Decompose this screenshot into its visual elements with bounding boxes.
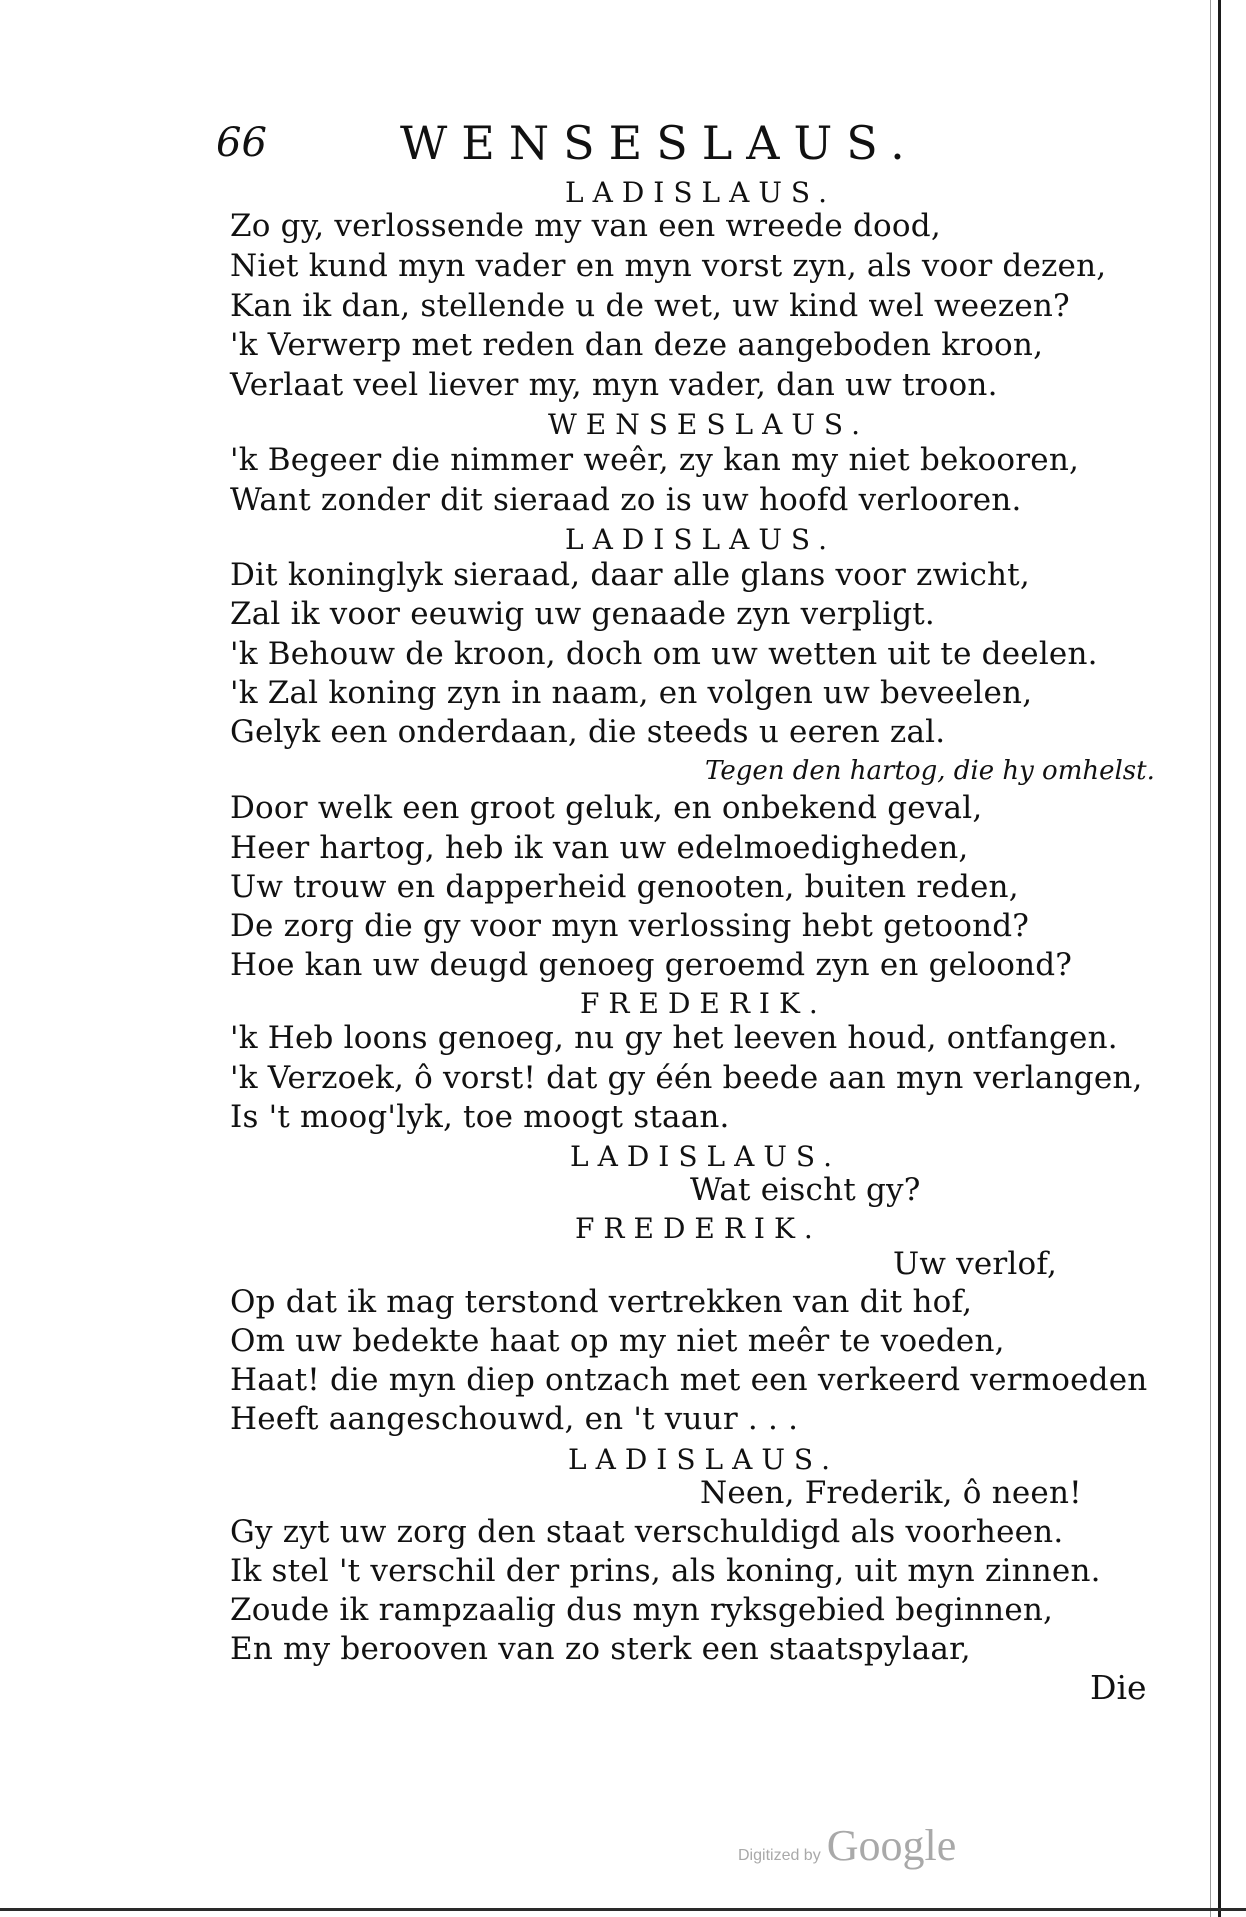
stage-direction: Tegen den hartog, die hy omhelst.	[705, 756, 1155, 786]
verse-line: 'k Verwerp met reden dan deze aangeboden kroon,	[230, 327, 1044, 363]
verse-line: Want zonder dit sieraad zo is uw hoofd verlooren.	[230, 482, 1022, 518]
page-edge-shadow	[1210, 0, 1211, 1917]
verse-line: Zoude ik rampzaalig dus myn ryksgebied beginnen,	[230, 1592, 1054, 1628]
verse-line: Hoe kan uw deugd genoeg geroemd zyn en geloond?	[230, 947, 1073, 983]
verse-line: Op dat ik mag terstond vertrekken van dit hof,	[230, 1284, 973, 1320]
verse-line: Ik stel 't verschil der prins, als koning, uit myn zinnen.	[230, 1553, 1101, 1589]
verse-line: 'k Begeer die nimmer weêr, zy kan my niet bekooren,	[230, 442, 1080, 478]
verse-line: Heeft aangeschouwd, en 't vuur . . .	[230, 1401, 799, 1437]
verse-line: Haat! die myn diep ontzach met een verkeerd vermoeden	[230, 1362, 1148, 1398]
verse-line: Wat eischt gy?	[690, 1172, 921, 1208]
verse-line: Zo gy, verlossende my van een wreede dood,	[230, 208, 941, 244]
verse-line: Verlaat veel liever my, myn vader, dan uw troon.	[230, 367, 998, 403]
verse-line: 'k Verzoek, ô vorst! dat gy één beede aan myn verlangen,	[230, 1060, 1143, 1096]
verse-line: Kan ik dan, stellende u de wet, uw kind wel weezen?	[230, 288, 1070, 324]
verse-line: Is 't moog'lyk, toe moogt staan.	[230, 1099, 730, 1135]
google-logo: Google	[826, 1821, 957, 1870]
verse-line: Niet kund myn vader en myn vorst zyn, als voor dezen,	[230, 248, 1107, 284]
verse-line: De zorg die gy voor myn verlossing hebt getoond?	[230, 908, 1030, 944]
speaker-name: LADISLAUS.	[565, 523, 837, 556]
verse-line: En my berooven van zo sterk een staatspylaar,	[230, 1631, 971, 1667]
bottom-edge-line	[0, 1908, 1246, 1911]
verse-line: Gy zyt uw zorg den staat verschuldigd als voorheen.	[230, 1514, 1064, 1550]
verse-line: 'k Behouw de kroon, doch om uw wetten uit te deelen.	[230, 636, 1098, 672]
speaker-name: FREDERIK.	[580, 987, 827, 1020]
verse-line: 'k Heb loons genoeg, nu gy het leeven houd, ontfangen.	[230, 1020, 1118, 1056]
catchword: Die	[1090, 1668, 1147, 1707]
verse-line: Heer hartog, heb ik van uw edelmoedigheden,	[230, 830, 969, 866]
verse-line: Uw verlof,	[893, 1246, 1057, 1282]
digitized-watermark	[738, 1820, 956, 1871]
speaker-name: WENSESLAUS.	[548, 408, 870, 441]
verse-line: Neen, Frederik, ô neen!	[700, 1475, 1082, 1511]
verse-line: Om uw bedekte haat op my niet meêr te voeden,	[230, 1323, 1005, 1359]
verse-line: Uw trouw en dapperheid genooten, buiten reden,	[230, 869, 1019, 905]
speaker-name: FREDERIK.	[575, 1212, 822, 1245]
speaker-name: LADISLAUS.	[570, 1140, 842, 1173]
page-number: 66	[216, 120, 267, 166]
page-edge-line	[1218, 0, 1221, 1917]
running-title: WENSESLAUS.	[400, 116, 919, 170]
speaker-name: LADISLAUS.	[568, 1443, 840, 1476]
digitized-prefix: Digitized by	[738, 1847, 821, 1864]
verse-line: Door welk een groot geluk, en onbekend geval,	[230, 790, 983, 826]
verse-line: Zal ik voor eeuwig uw genaade zyn verpligt.	[230, 596, 935, 632]
verse-line: 'k Zal koning zyn in naam, en volgen uw beveelen,	[230, 675, 1033, 711]
verse-line: Gelyk een onderdaan, die steeds u eeren zal.	[230, 714, 946, 750]
speaker-name: LADISLAUS.	[565, 176, 837, 209]
verse-line: Dit koninglyk sieraad, daar alle glans voor zwicht,	[230, 557, 1030, 593]
